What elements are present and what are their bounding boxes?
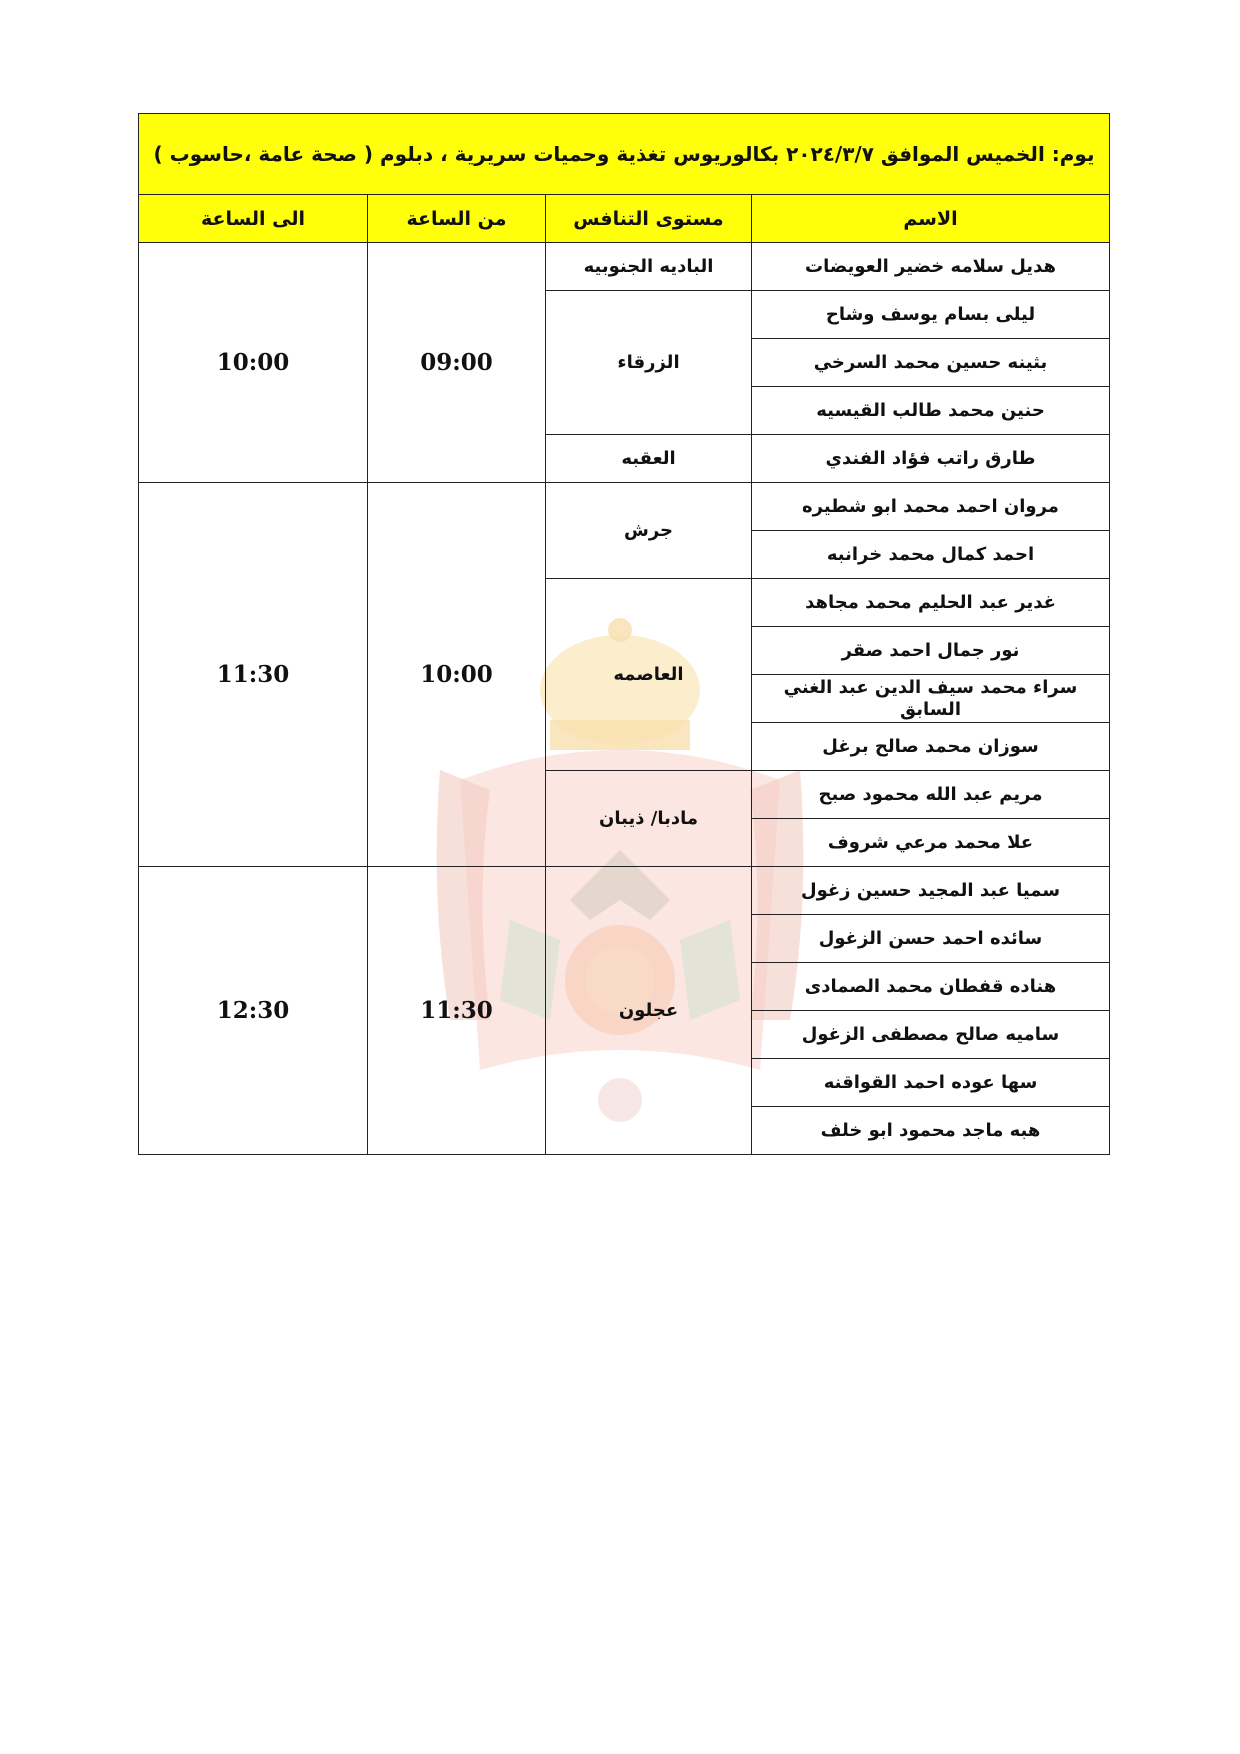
name-cell: مروان احمد محمد ابو شطيره [752, 483, 1110, 531]
schedule-title: يوم: الخميس الموافق ٢٠٢٤/٣/٧ بكالوريوس تغذية وحميات سريرية ، دبلوم ( صحة عامة ،حاسوب ) [139, 114, 1110, 195]
name-cell: غدير عبد الحليم محمد مجاهد [752, 579, 1110, 627]
header-from: من الساعة [368, 195, 546, 243]
name-cell: بثينه حسين محمد السرخي [752, 339, 1110, 387]
name-cell: نور جمال احمد صقر [752, 627, 1110, 675]
exam-schedule-table [138, 113, 1110, 1155]
name-cell: حنين محمد طالب القيسيه [752, 387, 1110, 435]
title-row [139, 114, 1110, 195]
name-cell: سها عوده احمد القواقنه [752, 1059, 1110, 1107]
level-cell: البادیه الجنوبیه [546, 243, 752, 291]
name-cell: سميا عبد المجيد حسين زغول [752, 867, 1110, 915]
header-level: مستوى التنافس [546, 195, 752, 243]
name-cell: هناده قفطان محمد الصمادى [752, 963, 1110, 1011]
name-cell: سوزان محمد صالح برغل [752, 723, 1110, 771]
level-cell: العاصمه [546, 579, 752, 771]
level-cell: عجلون [546, 867, 752, 1155]
from-time-cell: 09:00 [368, 243, 546, 483]
level-cell: جرش [546, 483, 752, 579]
to-time-cell: 12:30 [139, 867, 368, 1155]
level-cell: مادبا/ ذيبان [546, 771, 752, 867]
header-name: الاسم [752, 195, 1110, 243]
to-time-cell: 10:00 [139, 243, 368, 483]
name-cell: سراء محمد سيف الدين عبد الغني السابق [752, 675, 1110, 723]
from-time-cell: 11:30 [368, 867, 546, 1155]
header-to: الى الساعة [139, 195, 368, 243]
name-cell: هديل سلامه خضير العويضات [752, 243, 1110, 291]
level-cell: الزرقاء [546, 291, 752, 435]
name-cell: مريم عبد الله محمود صبح [752, 771, 1110, 819]
header-row [139, 195, 1110, 243]
from-time-cell: 10:00 [368, 483, 546, 867]
name-cell: ليلى بسام يوسف وشاح [752, 291, 1110, 339]
name-cell: سائده احمد حسن الزغول [752, 915, 1110, 963]
level-cell: العقبه [546, 435, 752, 483]
table-row [139, 483, 1110, 531]
table-row [139, 867, 1110, 915]
table-row [139, 243, 1110, 291]
name-cell: احمد كمال محمد خرانبه [752, 531, 1110, 579]
to-time-cell: 11:30 [139, 483, 368, 867]
name-cell: علا محمد مرعي شروف [752, 819, 1110, 867]
name-cell: طارق راتب فؤاد الفندي [752, 435, 1110, 483]
name-cell: هبه ماجد محمود ابو خلف [752, 1107, 1110, 1155]
name-cell: ساميه صالح مصطفى الزغول [752, 1011, 1110, 1059]
